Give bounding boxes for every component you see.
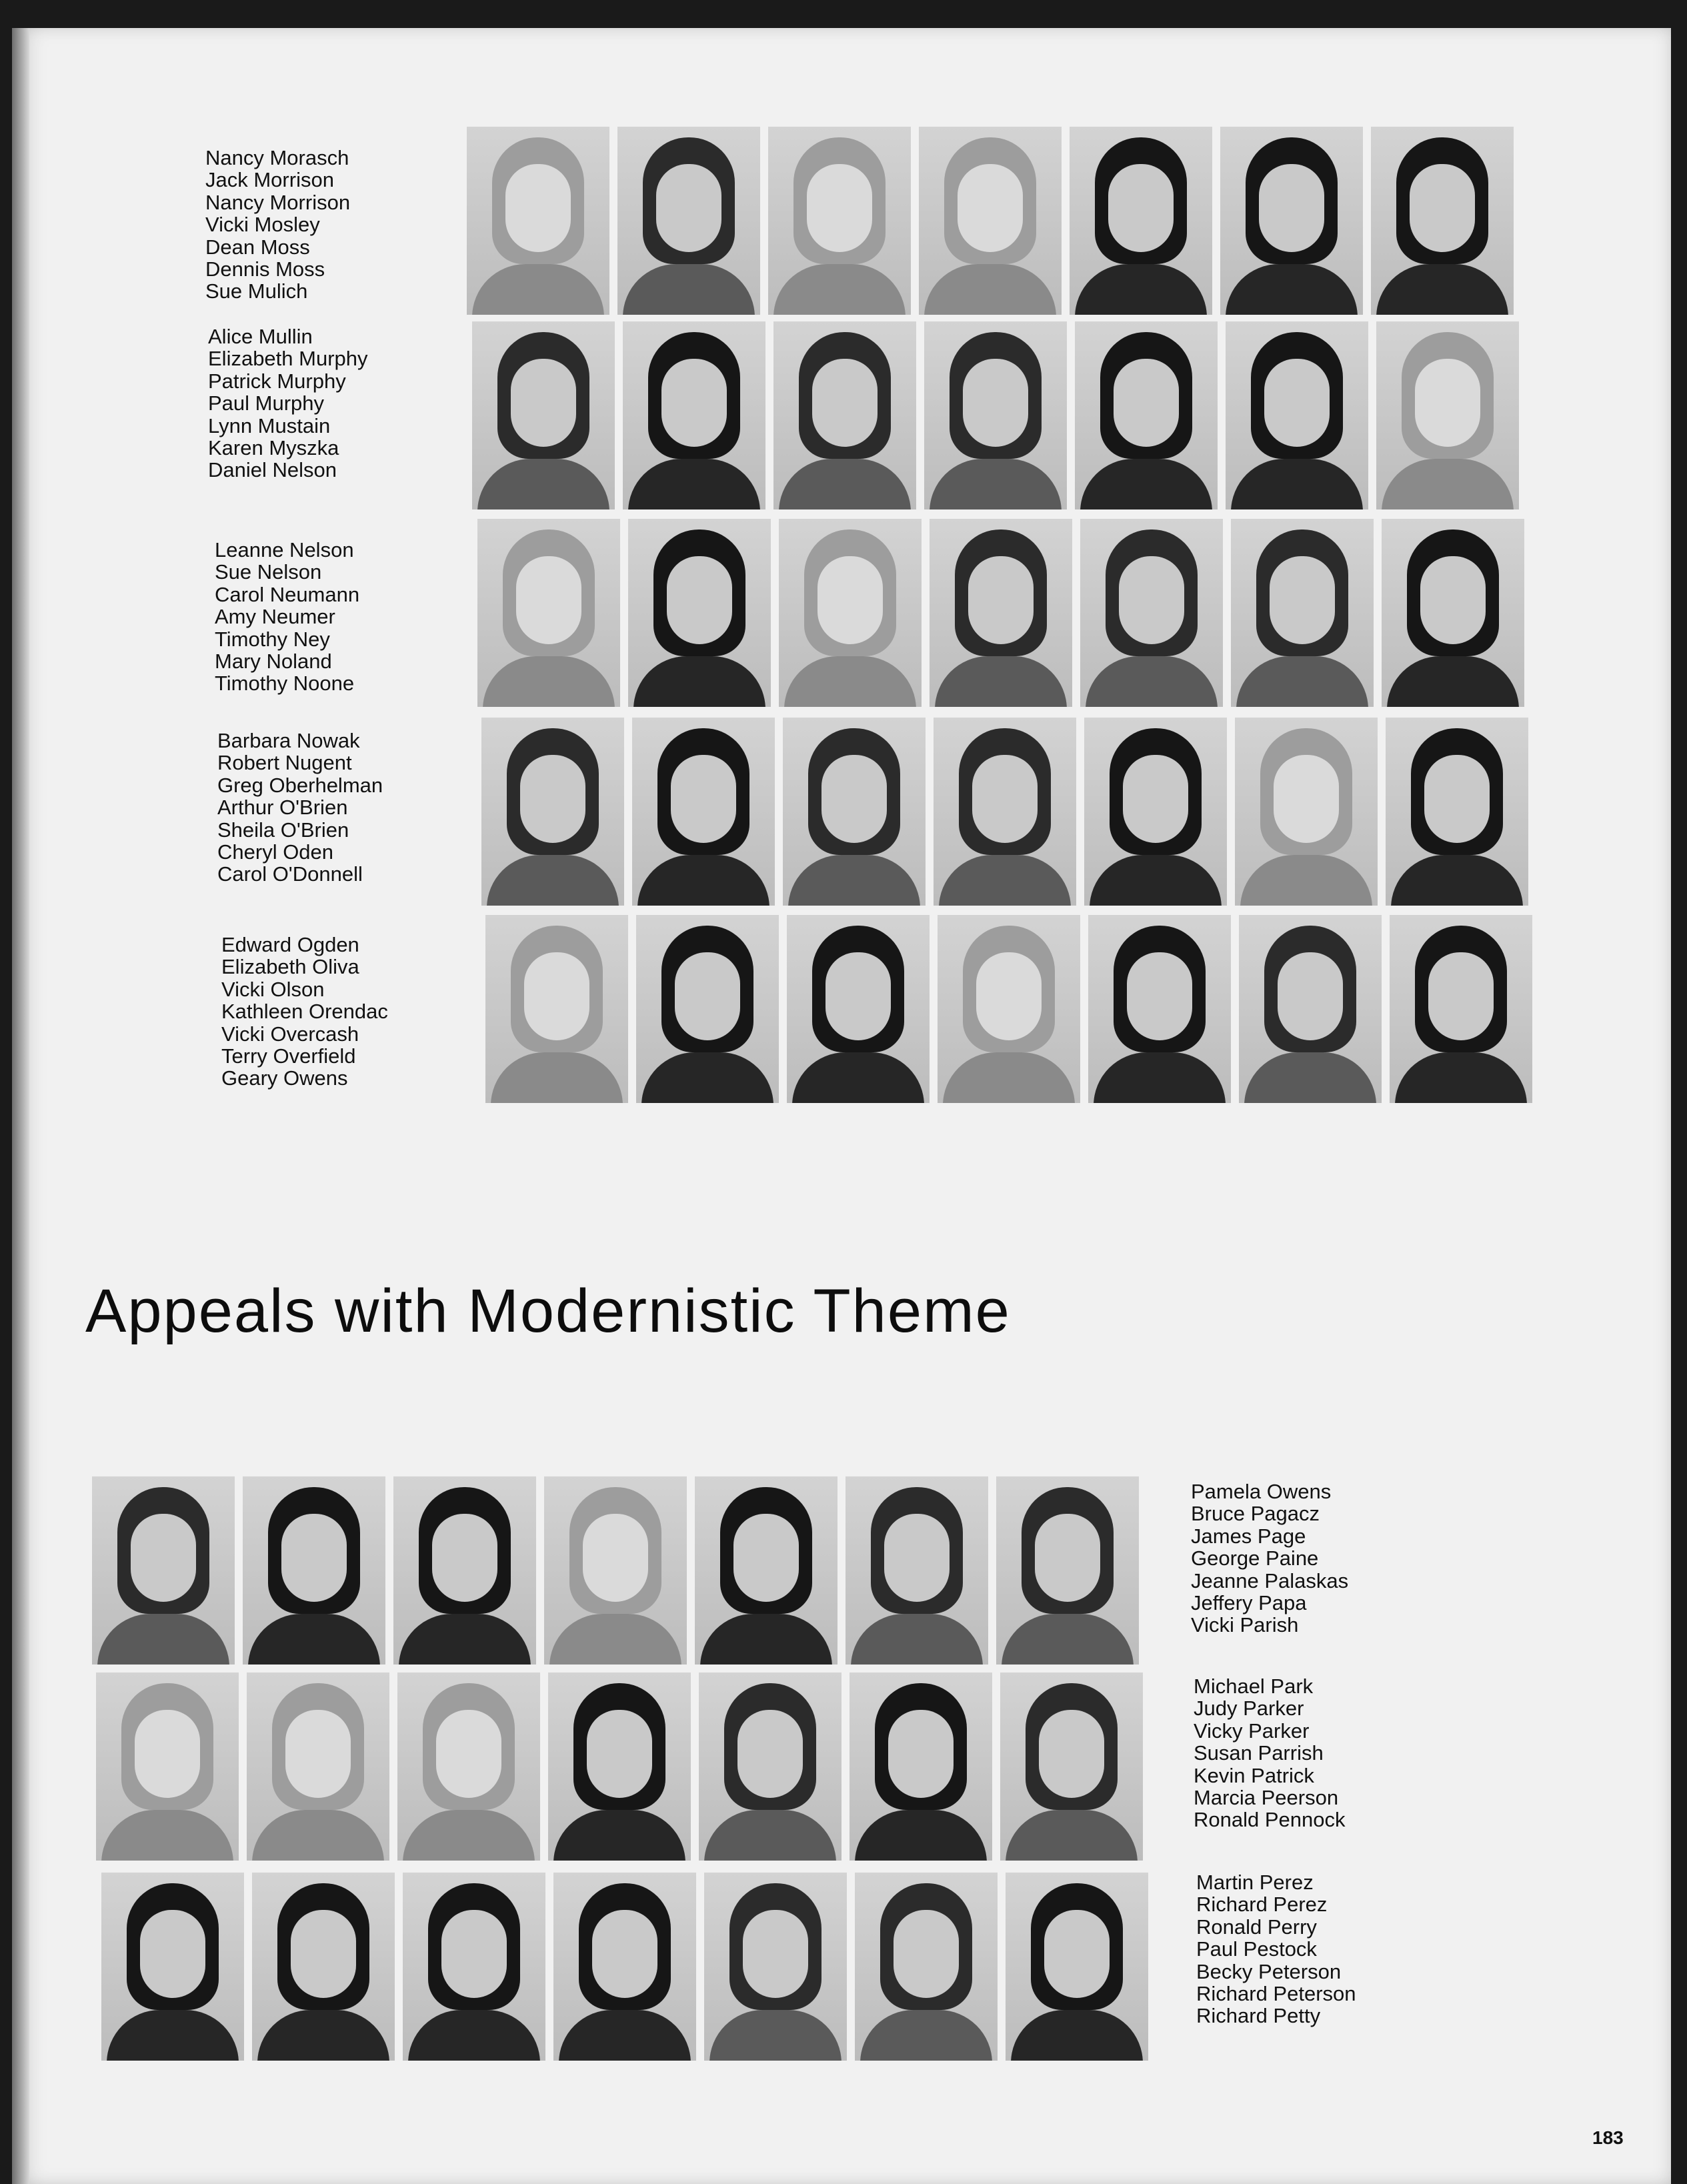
student-name: Paul Murphy: [208, 391, 325, 415]
student-name: Nancy Morrison: [205, 190, 351, 214]
name-list-group-7: [1194, 1675, 1346, 1831]
portrait-photo: [996, 1476, 1139, 1665]
student-name: Daniel Nelson: [208, 458, 337, 482]
student-name: Jeffery Papa: [1191, 1591, 1307, 1615]
student-name: Nancy Morasch: [205, 146, 349, 169]
name-list-group-5: [221, 934, 388, 1090]
student-name: Ronald Pennock: [1194, 1808, 1346, 1832]
name-list-group-8: [1196, 1871, 1356, 2027]
portrait-photo: [938, 915, 1080, 1103]
portrait-photo: [617, 127, 760, 315]
student-name: Ronald Perry: [1196, 1915, 1317, 1939]
portrait-photo: [544, 1476, 687, 1665]
portrait-photo: [247, 1673, 389, 1861]
portrait-photo: [1376, 321, 1519, 509]
portrait-photo: [930, 519, 1072, 707]
portrait-photo: [628, 519, 771, 707]
portrait-photo: [481, 718, 624, 906]
portrait-photo: [1070, 127, 1212, 315]
student-name: James Page: [1191, 1524, 1306, 1548]
student-name: Timothy Ney: [215, 627, 330, 651]
student-name: Patrick Murphy: [208, 369, 346, 393]
student-name: Becky Peterson: [1196, 1959, 1342, 1983]
student-name: Edward Ogden: [221, 933, 359, 956]
portrait-photo: [252, 1873, 395, 2061]
name-list-group-2: [208, 325, 368, 481]
portrait-photo: [1226, 321, 1368, 509]
student-name: Richard Peterson: [1196, 1982, 1356, 2006]
student-name: Martin Perez: [1196, 1871, 1314, 1894]
student-name: George Paine: [1191, 1546, 1319, 1570]
student-name: Kathleen Orendac: [221, 1000, 388, 1024]
student-name: Sue Mulich: [205, 279, 308, 303]
portrait-photo: [636, 915, 779, 1103]
student-name: Jack Morrison: [205, 168, 334, 192]
portrait-photo: [1386, 718, 1528, 906]
student-name: Sue Nelson: [215, 560, 322, 584]
portrait-photo: [846, 1476, 988, 1665]
student-name: Richard Petty: [1196, 2004, 1321, 2028]
book-spine-shadow: [12, 28, 29, 2184]
portrait-photo: [1390, 915, 1532, 1103]
portrait-photo: [919, 127, 1062, 315]
portrait-photo: [1235, 718, 1378, 906]
student-name: Vicki Parish: [1191, 1613, 1299, 1637]
student-name: Dennis Moss: [205, 257, 325, 281]
portrait-photo: [393, 1476, 536, 1665]
portrait-photo: [934, 718, 1076, 906]
name-list-group-1: [205, 147, 350, 303]
portrait-photo: [924, 321, 1067, 509]
name-list-group-3: [215, 539, 359, 695]
section-heading: Appeals with Modernistic Theme: [85, 1277, 1011, 1345]
student-name: Dean Moss: [205, 235, 310, 259]
student-name: Bruce Pagacz: [1191, 1502, 1320, 1526]
student-name: Kevin Patrick: [1194, 1763, 1314, 1787]
portrait-photo: [96, 1673, 239, 1861]
portrait-photo: [477, 519, 620, 707]
student-name: Vicki Olson: [221, 977, 325, 1001]
portrait-photo: [1239, 915, 1382, 1103]
student-name: Paul Pestock: [1196, 1937, 1317, 1961]
student-name: Amy Neumer: [215, 605, 335, 629]
portrait-photo: [548, 1673, 691, 1861]
portrait-photo: [632, 718, 775, 906]
portrait-photo: [773, 321, 916, 509]
student-name: Terry Overfield: [221, 1044, 356, 1068]
portrait-photo: [101, 1873, 244, 2061]
name-list-group-6: [1191, 1480, 1348, 1636]
portrait-photo: [553, 1873, 696, 2061]
portrait-photo: [92, 1476, 235, 1665]
student-name: Leanne Nelson: [215, 538, 354, 562]
student-name: Elizabeth Oliva: [221, 955, 359, 979]
student-name: Arthur O'Brien: [217, 796, 348, 820]
page-number: 183: [1592, 2127, 1624, 2148]
portrait-photo: [397, 1673, 540, 1861]
student-name: Vicki Overcash: [221, 1022, 359, 1046]
student-name: Vicki Mosley: [205, 213, 320, 237]
portrait-photo: [768, 127, 911, 315]
portrait-photo: [699, 1673, 841, 1861]
portrait-photo: [403, 1873, 545, 2061]
portrait-photo: [1080, 519, 1223, 707]
student-name: Marcia Peerson: [1194, 1786, 1339, 1810]
student-name: Sheila O'Brien: [217, 818, 349, 842]
student-name: Timothy Noone: [215, 672, 355, 696]
student-name: Cheryl Oden: [217, 840, 334, 864]
student-name: Susan Parrish: [1194, 1741, 1324, 1765]
portrait-photo: [1084, 718, 1227, 906]
student-name: Richard Perez: [1196, 1893, 1328, 1917]
portrait-photo: [1006, 1873, 1148, 2061]
student-name: Karen Myszka: [208, 436, 339, 460]
student-name: Carol Neumann: [215, 582, 360, 606]
portrait-photo: [243, 1476, 385, 1665]
student-name: Mary Noland: [215, 650, 332, 674]
portrait-photo: [1088, 915, 1231, 1103]
portrait-photo: [1382, 519, 1524, 707]
student-name: Pamela Owens: [1191, 1480, 1332, 1503]
portrait-photo: [472, 321, 615, 509]
portrait-photo: [850, 1673, 992, 1861]
student-name: Elizabeth Murphy: [208, 347, 368, 371]
student-name: Geary Owens: [221, 1066, 348, 1090]
portrait-photo: [787, 915, 930, 1103]
yearbook-page: [12, 28, 1671, 2184]
student-name: Barbara Nowak: [217, 729, 360, 752]
student-name: Lynn Mustain: [208, 413, 331, 437]
student-name: Greg Oberhelman: [217, 773, 383, 797]
portrait-photo: [1075, 321, 1218, 509]
portrait-photo: [704, 1873, 847, 2061]
portrait-photo: [485, 915, 628, 1103]
student-name: Alice Mullin: [208, 325, 313, 348]
portrait-photo: [467, 127, 609, 315]
portrait-photo: [695, 1476, 837, 1665]
portrait-photo: [855, 1873, 998, 2061]
portrait-photo: [1220, 127, 1363, 315]
portrait-photo: [783, 718, 926, 906]
portrait-photo: [623, 321, 765, 509]
portrait-photo: [1231, 519, 1374, 707]
student-name: Jeanne Palaskas: [1191, 1568, 1349, 1592]
student-name: Carol O'Donnell: [217, 862, 363, 886]
student-name: Robert Nugent: [217, 751, 352, 775]
name-list-group-4: [217, 730, 383, 886]
student-name: Michael Park: [1194, 1675, 1314, 1698]
student-name: Judy Parker: [1194, 1697, 1304, 1721]
portrait-photo: [1000, 1673, 1143, 1861]
student-name: Vicky Parker: [1194, 1719, 1310, 1743]
portrait-photo: [1371, 127, 1514, 315]
portrait-photo: [779, 519, 922, 707]
